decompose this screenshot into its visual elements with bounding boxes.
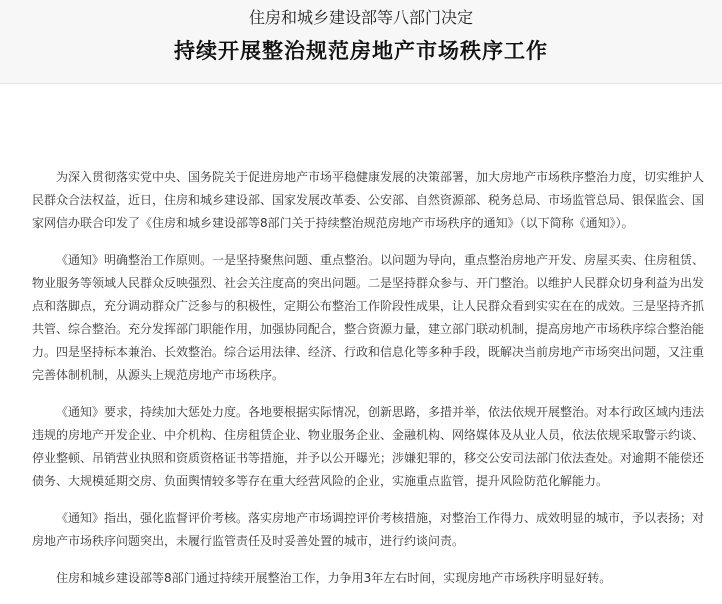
paragraph-goal: 住房和城乡建设部等8部门通过持续开展整治工作，力争用3年左右时间，实现房地产市场秩序明显好转。 — [56, 571, 612, 585]
paragraph-principles: 《通知》明确整治工作原则。一是坚持聚焦问题、重点整治。以问题为导向，重点整治房地产开发、房屋买卖、住房租赁、物业服务等领域人民群众反映强烈、社会关注度高的突出问题。二是坚持群众参与、开门整治。以维护人民群众切身利益为出发点和落脚点，充分调动群众广泛参与的积极性，定期公布整治工作阶段性成果，让人民群众看到实实在在的成效。三是坚持齐抓共管、综合整治。充分发挥部门职能作用，加强协同配合，整合资源力量，建立部门联动机制，提高房地产市场秩序综合整治能力。四是坚持标本兼治、长效整治。综合运用法律、经济、行政和信息化等多种手段，既解决当前房地产市场突出问题，又注重完善体制机制，从源头上规范房地产市场秩序。 — [32, 253, 705, 382]
article-title: 持续开展整治规范房地产市场秩序工作 — [174, 39, 548, 63]
article-body — [32, 166, 704, 604]
paragraph-intro: 为深入贯彻落实党中央、国务院关于促进房地产市场平稳健康发展的决策部署，加大房地产市场秩序整治力度，切实维护人民群众合法权益，近日，住房和城乡建设部、国家发展改革委、公安部、自然资源部、税务总局、市场监管总局、银保监会、国家网信办联合印发了《住房和城乡建设部等8部门关于持续整治规范房地产市场秩序的通知》（以下简称《通知》）。 — [32, 170, 705, 230]
paragraph-penalties: 《通知》要求，持续加大惩处力度。各地要根据实际情况，创新思路，多措并举，依法依规开展整治。对本行政区域内违法违规的房地产开发企业、中介机构、住房租赁企业、物业服务企业、金融机构、网络媒体及从业人员，依法依规采取警示约谈、停业整顿、吊销营业执照和资质资格证书等措施，并予以公开曝光；涉嫌犯罪的，移交公安司法部门依法查处。对逾期不能偿还债务、大规模延期交房、负面舆情较多等存在重大经营风险的企业，实施重点监管，提升风险防范化解能力。 — [32, 405, 705, 488]
article-header — [0, 0, 722, 84]
paragraph-assessment: 《通知》指出，强化监督评价考核。落实房地产市场调控评价考核措施，对整治工作得力、成效明显的城市，予以表扬；对房地产市场秩序问题突出，未履行监管责任及时妥善处置的城市，进行约谈问责。 — [32, 511, 705, 548]
article-kicker: 住房和城乡建设部等八部门决定 — [248, 8, 473, 27]
